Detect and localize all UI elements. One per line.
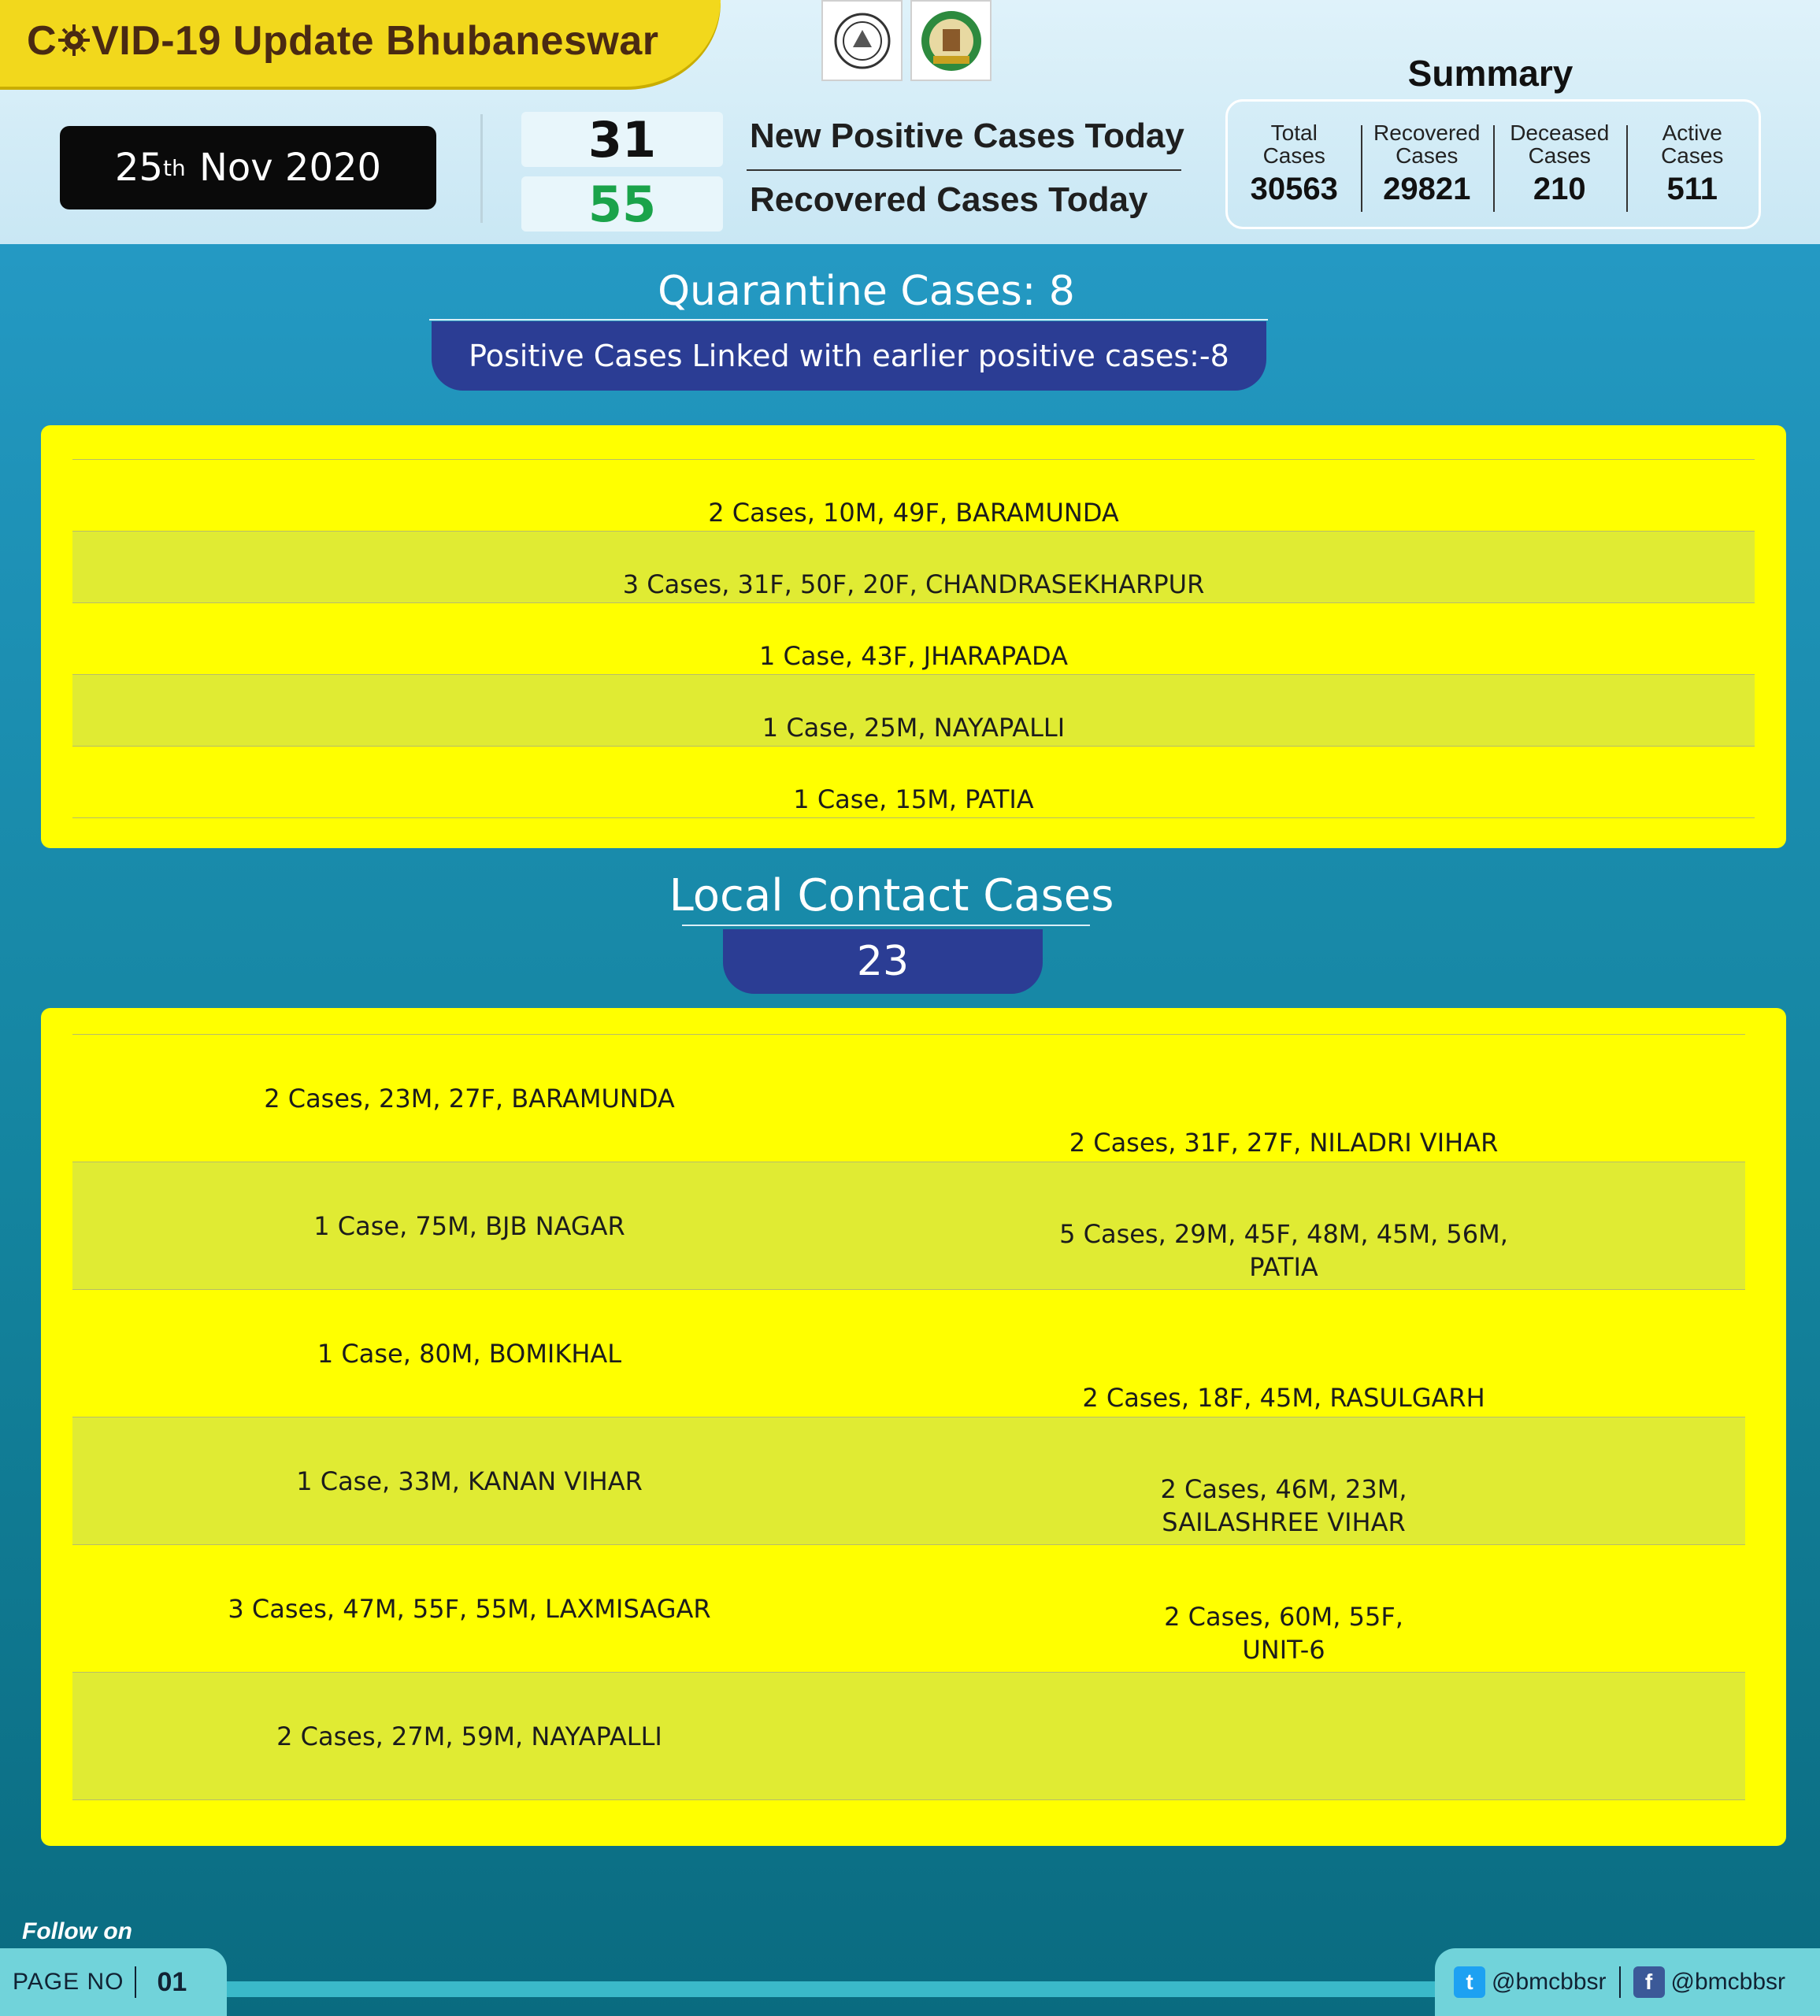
summary-label: Cases — [1262, 143, 1325, 168]
local-contact-count: 23 — [723, 929, 1043, 994]
case-left: 2 Cases, 23M, 27F, BARAMUNDA — [264, 1084, 675, 1114]
follow-label: Follow on — [22, 1918, 132, 1944]
recovered-count: 55 — [521, 176, 723, 232]
summary-value: 210 — [1533, 172, 1586, 206]
case-text: 2 Cases, 10M, 49F, BARAMUNDA — [708, 498, 1119, 528]
label-divider — [747, 169, 1181, 171]
summary-value: 511 — [1666, 172, 1718, 206]
summary-value: 30563 — [1250, 172, 1338, 206]
case-right-line1: 5 Cases, 29M, 45F, 48M, 45M, 56M, — [1059, 1219, 1508, 1249]
case-right-line1: 2 Cases, 60M, 55F, — [1164, 1602, 1403, 1632]
case-right — [866, 1473, 1701, 1539]
twitter-icon[interactable]: t — [1454, 1966, 1485, 1998]
case-text: 1 Case, 15M, PATIA — [793, 784, 1034, 814]
table-row — [72, 1290, 1745, 1418]
facebook-handle[interactable]: @bmcbbsr — [1670, 1969, 1785, 1995]
social-links — [1435, 1948, 1820, 2016]
summary-deceased — [1493, 117, 1626, 212]
summary-recovered — [1361, 117, 1494, 212]
summary-total — [1228, 117, 1361, 212]
summary-box — [1225, 99, 1761, 229]
odisha-emblem-logo — [821, 0, 903, 81]
summary-active — [1626, 117, 1759, 212]
page-label: PAGE NO — [13, 1969, 124, 1995]
case-left: 1 Case, 33M, KANAN VIHAR — [296, 1466, 643, 1496]
summary-value: 29821 — [1383, 172, 1471, 206]
case-right-line1: 2 Cases, 18F, 45M, RASULGARH — [1082, 1383, 1485, 1413]
table-row — [72, 1162, 1745, 1290]
quarantine-card — [41, 425, 1786, 848]
table-row — [72, 1673, 1745, 1800]
local-contact-title: Local Contact Cases — [669, 870, 1114, 921]
page-separator — [135, 1966, 136, 1998]
summary-label: Recovered — [1373, 120, 1481, 145]
list-item — [72, 747, 1755, 818]
table-row — [72, 1418, 1745, 1545]
table-row — [72, 1035, 1745, 1162]
case-right — [866, 1381, 1701, 1414]
local-contact-underline — [682, 925, 1090, 926]
new-positive-count: 31 — [521, 112, 723, 167]
case-text: 1 Case, 25M, NAYAPALLI — [762, 713, 1066, 743]
summary-title: Summary — [1407, 53, 1574, 94]
case-right — [866, 1126, 1701, 1159]
list-item — [72, 603, 1755, 675]
new-positive-label: New Positive Cases Today — [750, 117, 1184, 155]
case-left: 1 Case, 75M, BJB NAGAR — [313, 1211, 625, 1241]
case-right-line2: SAILASHREE VIHAR — [1162, 1507, 1406, 1537]
case-left: 3 Cases, 47M, 55F, 55M, LAXMISAGAR — [228, 1594, 711, 1624]
case-left: 1 Case, 80M, BOMIKHAL — [317, 1339, 622, 1369]
date-rest: Nov 2020 — [198, 146, 382, 190]
date-day: 25 — [114, 146, 163, 190]
date-badge — [60, 126, 436, 209]
page-number: 01 — [157, 1966, 187, 1997]
title-banner — [0, 0, 721, 87]
local-contact-card — [41, 1008, 1786, 1846]
case-right-line2: UNIT-6 — [1242, 1635, 1325, 1665]
title-rest: VID-19 Update Bhubaneswar — [91, 18, 659, 64]
bmc-logo — [910, 0, 992, 81]
table-row — [72, 1545, 1745, 1673]
case-left: 2 Cases, 27M, 59M, NAYAPALLI — [276, 1721, 662, 1751]
case-right — [866, 1600, 1701, 1666]
case-right-line1: 2 Cases, 31F, 27F, NILADRI VIHAR — [1069, 1128, 1499, 1158]
summary-label: Total — [1270, 120, 1318, 145]
quarantine-title: Quarantine Cases: 8 — [658, 268, 1075, 315]
emblems — [821, 0, 992, 81]
case-text: 1 Case, 43F, JHARAPADA — [759, 641, 1068, 671]
case-right — [866, 1217, 1701, 1284]
recovered-label: Recovered Cases Today — [750, 180, 1148, 219]
summary-label: Cases — [1396, 143, 1459, 168]
summary-label: Cases — [1661, 143, 1724, 168]
quarantine-subtitle: Positive Cases Linked with earlier positive cases:-8 — [432, 321, 1266, 391]
virus-icon — [57, 23, 91, 57]
social-separator — [1619, 1966, 1621, 1998]
header — [0, 0, 1820, 244]
summary-label: Active — [1662, 120, 1722, 145]
list-item — [72, 532, 1755, 603]
case-text: 3 Cases, 31F, 50F, 20F, CHANDRASEKHARPUR — [622, 569, 1205, 599]
quarantine-underline — [429, 319, 1268, 321]
case-right-line2: PATIA — [1249, 1252, 1318, 1282]
page-title — [27, 17, 659, 65]
summary-label: Deceased — [1510, 120, 1610, 145]
case-right-line1: 2 Cases, 46M, 23M, — [1160, 1474, 1407, 1504]
title-prefix: C — [27, 18, 57, 64]
page-indicator — [0, 1948, 227, 2016]
list-item — [72, 675, 1755, 747]
twitter-handle[interactable]: @bmcbbsr — [1492, 1969, 1607, 1995]
date-suffix: th — [162, 154, 186, 181]
divider — [480, 114, 483, 223]
facebook-icon[interactable]: f — [1633, 1966, 1665, 1998]
summary-label: Cases — [1528, 143, 1591, 168]
list-item — [72, 460, 1755, 532]
